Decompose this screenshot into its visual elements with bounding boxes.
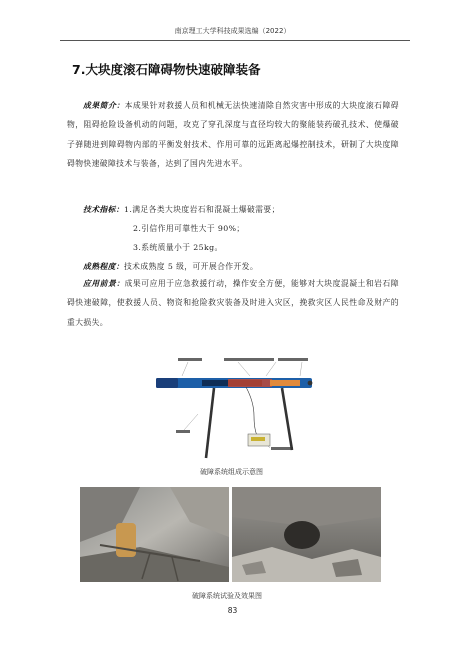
blast-crater bbox=[284, 521, 320, 549]
spec-item-1: 1.满足各类大块度岩石和混凝土爆破需要； bbox=[123, 205, 280, 214]
summary-label: 成果简介： bbox=[83, 101, 125, 110]
system-schematic-diagram bbox=[150, 354, 316, 462]
field-test-photo-left bbox=[80, 487, 229, 582]
maturity-label: 成熟程度： bbox=[83, 262, 124, 271]
spec-item-3: 3.系统质量小于 25kg。 bbox=[133, 243, 223, 252]
spec-item-2: 2.引信作用可靠性大于 90%； bbox=[133, 224, 245, 233]
tube-muzzle bbox=[308, 381, 313, 386]
operator-figure bbox=[116, 523, 136, 557]
callout-text-marks bbox=[176, 358, 308, 450]
application-label: 应用前景： bbox=[83, 279, 125, 288]
tube-rear-end bbox=[156, 378, 178, 388]
shaped-charge bbox=[228, 379, 272, 387]
figure1-caption: 破障系统组成示意图 bbox=[200, 468, 263, 476]
summary-paragraph bbox=[67, 96, 399, 174]
running-header: 南京理工大学科技成果选编（2022） bbox=[174, 27, 291, 35]
maturity-line bbox=[83, 261, 258, 272]
support-leg-left bbox=[206, 388, 214, 458]
specs-line-1 bbox=[83, 204, 280, 215]
support-leg-right bbox=[282, 388, 292, 450]
section-title: 7.大块度滚石障碍物快速破障装备 bbox=[72, 62, 261, 77]
controller-panel bbox=[251, 437, 265, 441]
figure2-caption: 破障系统试验及效果图 bbox=[192, 592, 262, 600]
specs-label: 技术指标： bbox=[83, 205, 124, 214]
maturity-text: 技术成熟度 5 级，可开展合作开发。 bbox=[123, 262, 259, 271]
projectile-head bbox=[270, 380, 300, 386]
application-text: 成果可应用于应急救援行动，操作安全方便，能够对大块度混凝土和岩石障碍快速破障，使救援人员、物资和抢险救灾装备及时进入灾区，挽救灾区人民性命及财产的重大损失。 bbox=[67, 279, 400, 327]
page-number: 83 bbox=[227, 606, 238, 615]
firing-cable bbox=[246, 387, 258, 438]
summary-text: 本成果针对救援人员和机械无法快速清除自然灾害中形成的大块度滚石障碍物，阻碍抢险设备机动的问题，攻克了穿孔深度与直径均较大的聚能装药破孔技术、使爆破子弹随进到障碍物内部的平衡发射技术、作用可靠的远距离起爆控制技术，研制了大块度障碍物快速破障技术与装备，达到了国内先进水平。 bbox=[67, 101, 400, 169]
field-test-photo-right bbox=[232, 487, 381, 582]
header-rule bbox=[60, 40, 410, 41]
application-paragraph bbox=[67, 274, 399, 332]
